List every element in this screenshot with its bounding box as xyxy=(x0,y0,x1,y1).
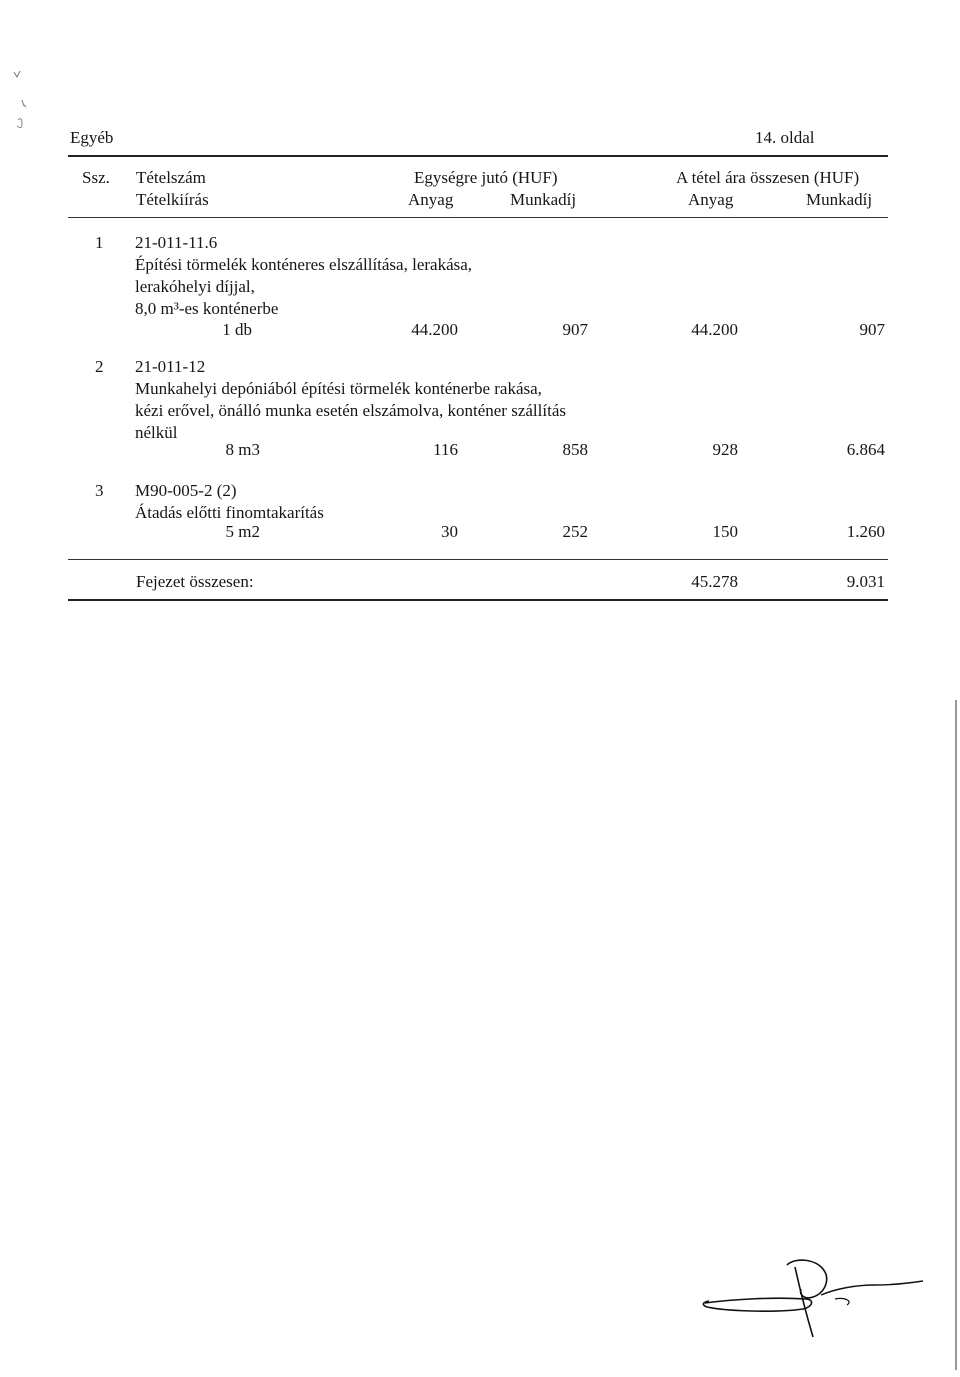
unit-anyag: 30 xyxy=(441,522,458,541)
description-line: Építési törmelék konténeres elszállítása, lerakása, xyxy=(135,255,473,274)
summary-munkadij: 9.031 xyxy=(846,572,885,591)
total-munkadij: 6.864 xyxy=(846,440,885,459)
col-tetelkiiras: Tételkiírás xyxy=(136,190,209,209)
columns-rule xyxy=(68,217,888,218)
item-code: 21-011-11.6 xyxy=(135,233,218,252)
item-description xyxy=(135,502,324,524)
summary-anyag: 45.278 xyxy=(691,572,738,591)
col-ssz: Ssz. xyxy=(82,168,110,187)
total-anyag: 150 xyxy=(712,522,738,541)
item-quantity: 5 m2 xyxy=(225,522,260,541)
item-quantity: 1 db xyxy=(222,320,252,339)
description-line: lerakóhelyi díjjal, xyxy=(135,277,255,296)
unit-munkadij: 252 xyxy=(562,522,588,541)
signature xyxy=(695,1255,935,1350)
col-unit-anyag: Anyag xyxy=(408,190,454,209)
col-unit-group: Egységre jutó (HUF) xyxy=(414,168,558,187)
summary-rule-top xyxy=(68,559,888,560)
col-tetelszam: Tételszám xyxy=(136,168,206,187)
item-quantity: 8 m3 xyxy=(225,440,260,459)
description-line: nélkül xyxy=(135,423,178,442)
description-line: kézi erővel, önálló munka esetén elszámolva, konténer szállítás xyxy=(135,401,566,420)
scan-edge-line xyxy=(948,700,960,1377)
header-rule xyxy=(68,155,888,157)
col-total-group: A tétel ára összesen (HUF) xyxy=(676,168,860,187)
description-line: Munkahelyi depóniából építési törmelék konténerbe rakása, xyxy=(135,379,542,398)
item-ssz: 2 xyxy=(95,357,104,376)
item-description xyxy=(135,378,566,444)
summary-label: Fejezet összesen: xyxy=(136,572,254,591)
unit-anyag: 116 xyxy=(433,440,458,459)
col-unit-munkadij: Munkadíj xyxy=(510,190,577,209)
item-description xyxy=(135,254,472,320)
col-total-munkadij: Munkadíj xyxy=(806,190,873,209)
description-line: Átadás előtti finomtakarítás xyxy=(135,503,324,522)
col-total-anyag: Anyag xyxy=(688,190,734,209)
scan-marks xyxy=(0,60,40,140)
item-code: M90-005-2 (2) xyxy=(135,481,237,500)
total-munkadij: 1.260 xyxy=(846,522,885,541)
item-code: 21-011-12 xyxy=(135,357,206,376)
item-ssz: 1 xyxy=(95,233,104,252)
page-number: 14. oldal xyxy=(755,128,815,147)
unit-anyag: 44.200 xyxy=(411,320,458,339)
total-anyag: 928 xyxy=(712,440,738,459)
total-anyag: 44.200 xyxy=(691,320,738,339)
unit-munkadij: 907 xyxy=(562,320,588,339)
item-ssz: 3 xyxy=(95,481,104,500)
summary-rule-bottom xyxy=(68,599,888,601)
unit-munkadij: 858 xyxy=(562,440,588,459)
total-munkadij: 907 xyxy=(859,320,885,339)
description-line: 8,0 m³-es konténerbe xyxy=(135,299,279,318)
section-title: Egyéb xyxy=(70,128,114,147)
